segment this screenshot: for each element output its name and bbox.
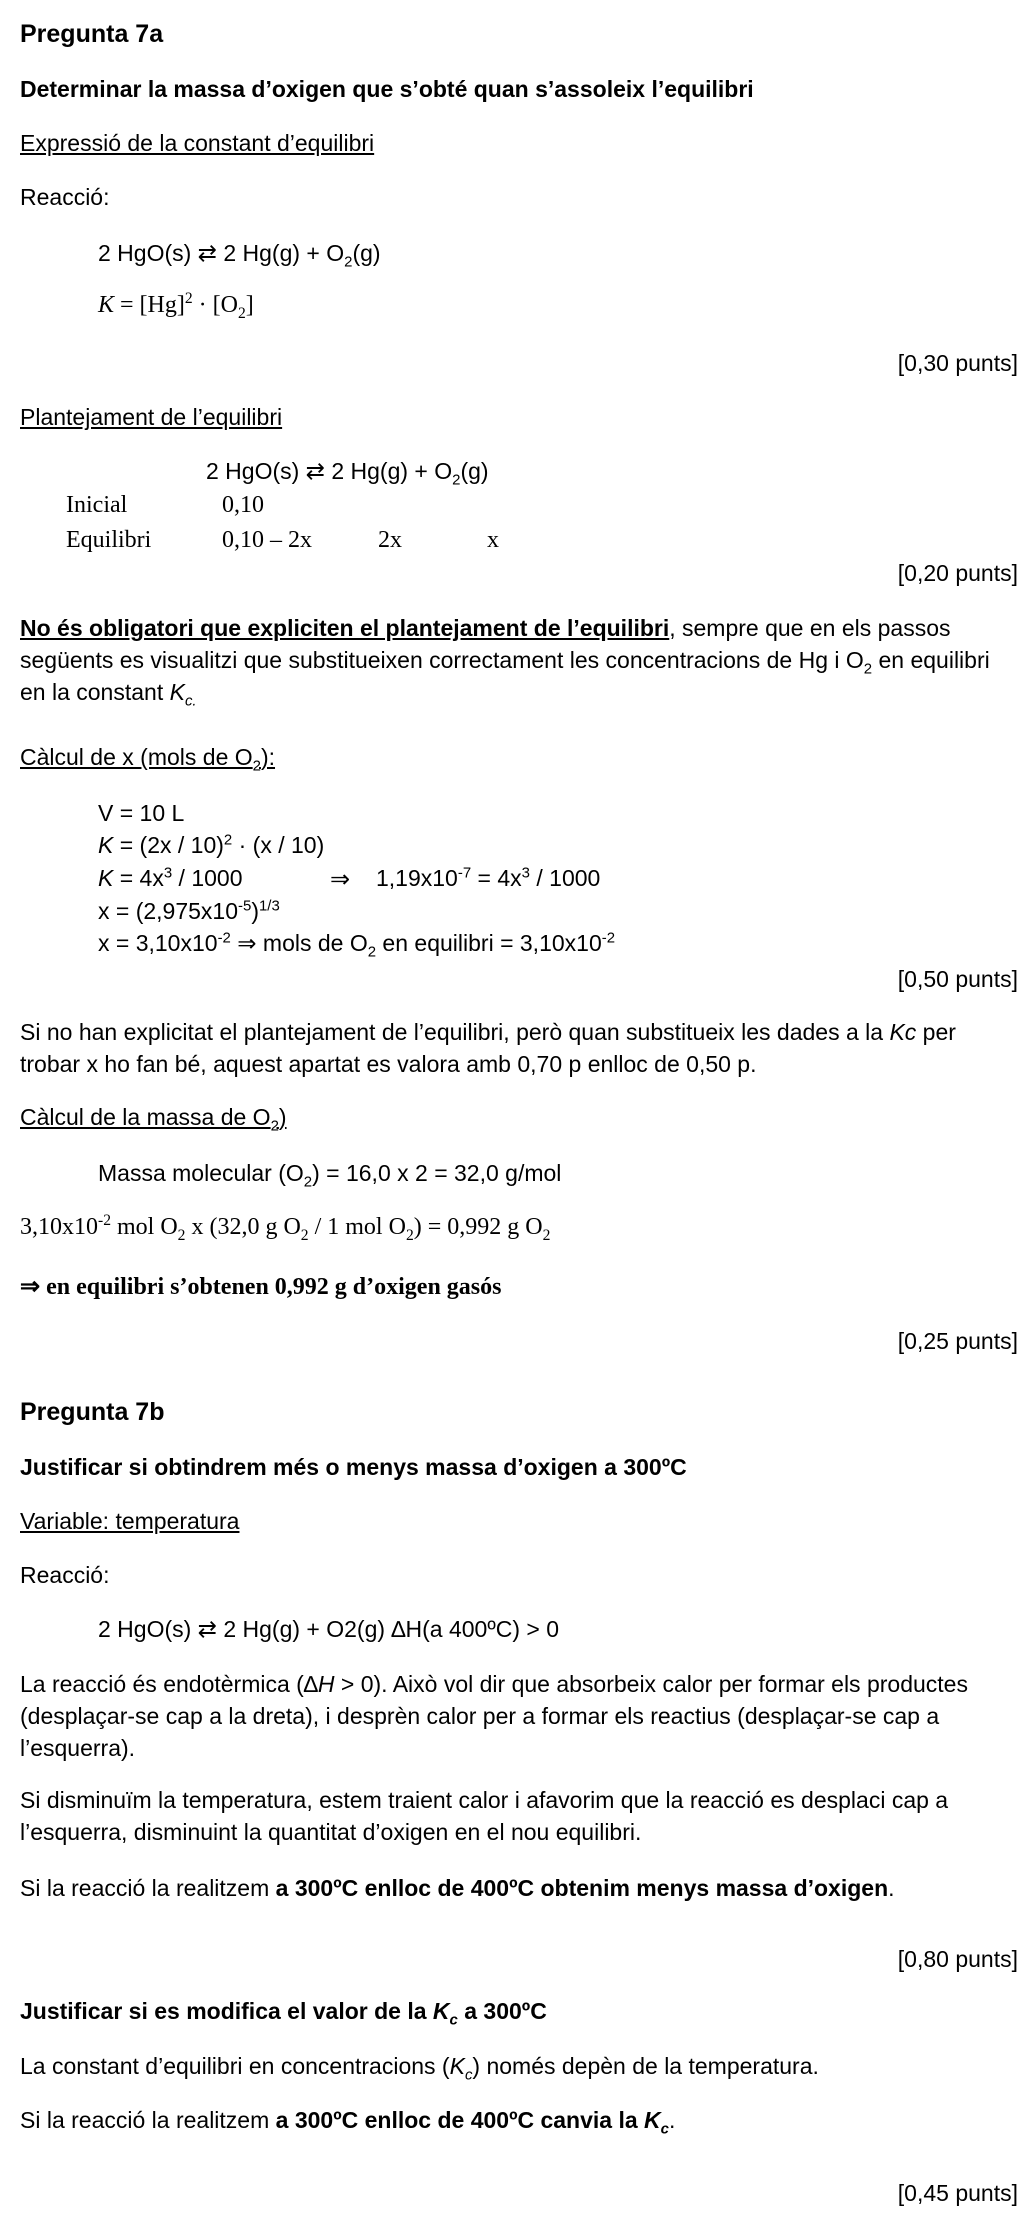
calc-volume: V = 10 L: [98, 800, 185, 826]
title-7b: Pregunta 7b: [20, 1398, 165, 1426]
paragraph-kc-temperatura: La constant d’equilibri en concentracions $(K_c)$ només depèn de la temperatura.: [20, 2053, 819, 2084]
subtitle-7b: Justificar si obtindrem més o menys massa d’oxigen a 300ºC: [20, 1454, 687, 1480]
points-3: [0,50 punts]: [897, 966, 1018, 992]
points-2: [0,20 punts]: [897, 560, 1018, 586]
points-1: [0,30 punts]: [897, 350, 1018, 376]
heading-kc: Justificar si es modifica el valor de la $K_c$ a 300ºC: [20, 1998, 547, 2029]
heading-expressio: Expressió de la constant d’equilibri: [20, 130, 375, 156]
row-equilibri-label: Equilibri: [66, 527, 152, 553]
reaction-7b: 2 HgO(s) ⇄ 2 Hg(g) + O2(g) ∆H(a 400ºC) > 0: [98, 1616, 559, 1642]
reaction-equation: 2 HgO(s) ⇄ 2 $Hg(g) + O_2(g)$: [98, 240, 381, 271]
row-equilibri-o2: x: [487, 527, 499, 553]
massa-calculation: $3,10x10^{-2}$ mol $O_2$ x (32,0 g $O_2 / 1$ mol $O_2) = 0,992$ g $O_2$: [20, 1212, 551, 1244]
paragraph-massa-menys: Si la reacció la realitzem a 300ºC enlloc de 400ºC obtenim menys massa d’oxigen.: [20, 1875, 895, 1901]
calc-k-substitution: $1,19x10^{-7} = 4x^3 / 1000$: [376, 864, 601, 891]
paragraph-endotermica: La reacció és endotèrmica (∆H > 0). Això vol dir que absorbeix calor per formar els productes (desplaçar-se cap a la dreta), i desprèn calor per a formar els reactius (desplaçar-se cap a l’esquerra).: [20, 1671, 968, 1761]
conclusion-7a: ⇒ en equilibri s’obtenen 0,992 g d’oxigen gasós: [20, 1274, 502, 1300]
heading-calcul-x: Càlcul de x (mols de $O_2$):: [20, 744, 276, 775]
calc-k-line-2: $K = 4x^3 / 1000$: [98, 864, 243, 891]
row-inicial-label: Inicial: [66, 492, 128, 518]
note-plantejament: No és obligatori que expliciten el plantejament de l’equilibri, sempre que en els passos següents es visualitzi que substitueixen correctament les concentracions de Hg i $O_2$ en equilibri en la constant $K_{c.}$: [20, 615, 990, 710]
implies-arrow-1: ⇒: [330, 867, 351, 893]
heading-calcul-massa: Càlcul de la massa de $O_2$): [20, 1104, 287, 1135]
table-reaction: 2 HgO(s) ⇄ 2 $Hg(g) + O_2(g)$: [206, 458, 489, 489]
row-equilibri-hg: 2x: [378, 527, 402, 553]
k-expression: $K = [Hg]^2 \cdot [O_2]$: [98, 290, 254, 322]
label-reaccio: Reacció:: [20, 184, 110, 210]
title-7a: Pregunta 7a: [20, 20, 164, 48]
row-equilibri-hgo: 0,10 – 2x: [222, 527, 312, 553]
paragraph-disminuim: Si disminuïm la temperatura, estem traient calor i afavorim que la reacció es desplaci cap a l’esquerra, disminuint la quantitat d’oxigen en el nou equilibri.: [20, 1787, 949, 1845]
points-4: [0,25 punts]: [897, 1328, 1018, 1354]
subtitle-7a: Determinar la massa d’oxigen que s’obté quan s’assoleix l’equilibri: [20, 76, 754, 102]
calc-k-line-1: K = (2x / 10)$^2$ · (x / 10): [98, 831, 325, 858]
massa-molecular: Massa molecular $(O_2) = 16,0$ x 2 = 32,0 g/mol: [98, 1160, 562, 1191]
paragraph-kc-canvia: Si la reacció la realitzem a 300ºC enlloc de 400ºC canvia la $K_c$.: [20, 2107, 676, 2138]
row-inicial-hgo: 0,10: [222, 492, 264, 518]
calc-x-line-1: $x = (2,975x10^{-5})^{1/3}$: [98, 897, 280, 924]
label-reaccio-7b: Reacció:: [20, 1562, 110, 1588]
points-5: [0,80 punts]: [897, 1946, 1018, 1972]
heading-plantejament: Plantejament de l’equilibri: [20, 404, 283, 430]
points-6: [0,45 punts]: [897, 2180, 1018, 2206]
calc-x-line-2: $x = 3,10x10^{-2}$ ⇒ mols de $O_2$ en equilibri = $3,10x10^{-2}$: [98, 929, 616, 961]
heading-variable: Variable: temperatura: [20, 1508, 240, 1534]
note-si-no: Si no han explicitat el plantejament de l’equilibri, però quan substitueix les dades a la Kc per trobar x ho fan bé, aquest apartat es valora amb 0,70 p enlloc de 0,50 p.: [20, 1019, 956, 1077]
